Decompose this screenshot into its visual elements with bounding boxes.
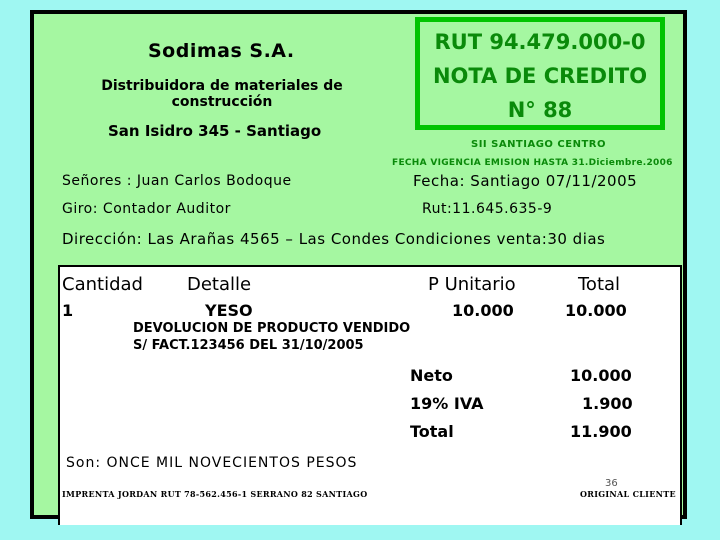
total-value: 11.900 — [570, 422, 632, 441]
company-address: San Isidro 345 - Santiago — [108, 122, 322, 140]
client-business: Giro: Contador Auditor — [62, 201, 231, 217]
row-cantidad: 1 — [62, 301, 74, 320]
row-total: 10.000 — [565, 301, 627, 320]
company-description: Distribuidora de materiales de construcción — [101, 78, 343, 110]
client-name: Señores : Juan Carlos Bodoque — [62, 173, 292, 189]
sii-office: SII SANTIAGO CENTRO — [471, 139, 606, 150]
document-type: NOTA DE CREDITO — [432, 64, 648, 88]
row-detalle: YESO — [205, 301, 253, 320]
issue-date: Fecha: Santiago 07/11/2005 — [413, 172, 638, 190]
copy-label: ORIGINAL CLIENTE — [580, 489, 676, 499]
document-id-box — [415, 17, 665, 130]
neto-value: 10.000 — [570, 366, 632, 385]
document-number: N° 88 — [507, 98, 573, 122]
iva-value: 1.900 — [582, 394, 633, 413]
neto-label: Neto — [410, 366, 453, 385]
printer-info: IMPRENTA JORDAN RUT 78-562.456-1 SERRANO 82 SANTIAGO — [62, 489, 368, 499]
header-detalle: Detalle — [187, 274, 252, 295]
header-total: Total — [578, 274, 621, 295]
row-unitario: 10.000 — [452, 301, 514, 320]
header-cantidad: Cantidad — [62, 274, 143, 295]
client-address: Dirección: Las Arañas 4565 – Las Condes Condiciones venta:30 dias — [62, 230, 606, 248]
client-rut: Rut:11.645.635-9 — [422, 201, 553, 217]
note-line-1: DEVOLUCION DE PRODUCTO VENDIDO — [133, 321, 411, 336]
page-number: 36 — [605, 478, 618, 489]
amount-in-words: Son: ONCE MIL NOVECIENTOS PESOS — [66, 455, 358, 471]
note-line-2: S/ FACT.123456 DEL 31/10/2005 — [133, 338, 364, 353]
document-rut: RUT 94.479.000-0 — [434, 30, 646, 54]
total-label: Total — [410, 422, 454, 441]
iva-label: 19% IVA — [410, 394, 484, 413]
header-unitario: P Unitario — [428, 274, 516, 295]
company-name: Sodimas S.A. — [148, 40, 295, 62]
validity-date: FECHA VIGENCIA EMISION HASTA 31.Diciembre.2006 — [392, 158, 673, 168]
